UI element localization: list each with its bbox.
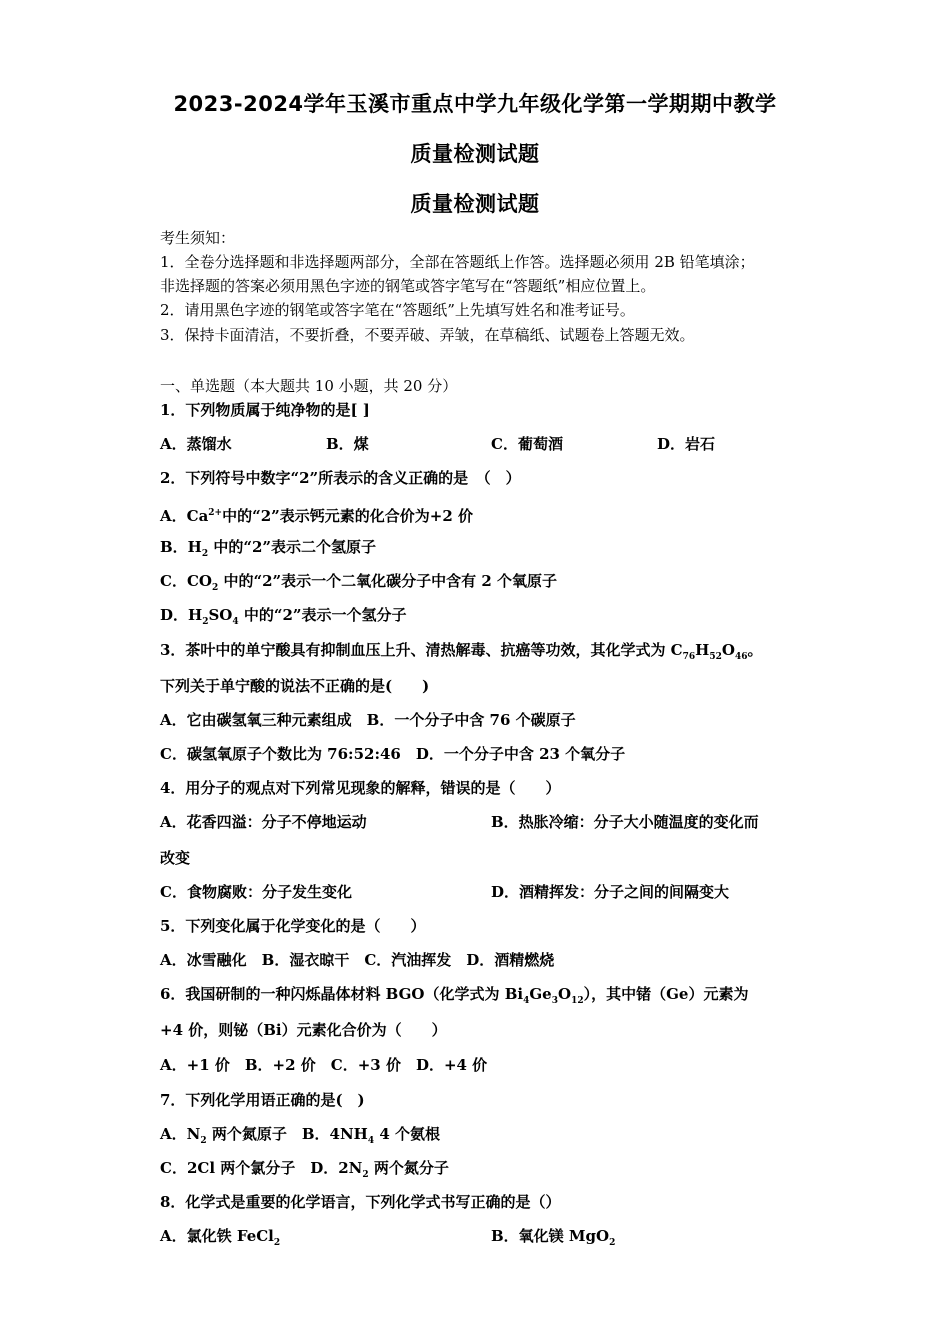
question-6-stem-cont: +4 价，则铋（Bi）元素化合价为（ ） xyxy=(160,1021,447,1039)
question-3-stem: 3．茶叶中的单宁酸具有抑制血压上升、清热解毒、抗癌等功效，其化学式为 $C_{76}H_{52}O_{46}$。 xyxy=(160,641,763,662)
option-d: D．酒精挥发：分子之间的间隔变大 xyxy=(491,883,730,901)
question-1-stem: 1．下列物质属于纯净物的是[ ] xyxy=(160,401,370,419)
notice-item-1: 1．全卷分选择题和非选择题两部分，全部在答题纸上作答。选择题必须用 2B 铅笔填涂； xyxy=(160,253,755,271)
notice-item-1-cont: 非选择题的答案必须用黑色字迹的钢笔或答字笔写在“答题纸”相应位置上。 xyxy=(160,277,656,295)
question-2-option-c: C．$CO_2$ 中的“2”表示一个二氧化碳分子中含有 2 个氧原子 xyxy=(160,572,558,593)
notice-item-3: 3．保持卡面清洁，不要折叠，不要弄破、弄皱，在草稿纸、试题卷上答题无效。 xyxy=(160,326,695,344)
question-7-options-cd: C．2Cl 两个氯分子 D．$2N_2$ 两个氮分子 xyxy=(160,1159,449,1180)
page-subtitle: 质量检测试题 xyxy=(410,142,540,166)
question-6-stem: 6．我国研制的一种闪烁晶体材料 BGO（化学式为 $Bi_4Ge_3O_{12}$），其中锗（Ge）元素为 xyxy=(160,985,749,1006)
question-2-option-b: B．$H_2$ 中的“2”表示二个氢原子 xyxy=(160,538,377,559)
notice-heading: 考生须知： xyxy=(160,229,236,247)
question-2-option-d: D．$H_2SO_4$ 中的“2”表示一个氢分子 xyxy=(160,606,407,627)
question-3-stem-cont: 下列关于单宁酸的说法不正确的是( ) xyxy=(160,677,430,695)
option-c: C．葡萄酒 xyxy=(491,435,563,453)
page-subtitle-repeat: 质量检测试题 xyxy=(410,192,540,216)
question-7-stem: 7．下列化学用语正确的是( ) xyxy=(160,1091,365,1109)
notice-item-2: 2．请用黑色字迹的钢笔或答字笔在“答题纸”上先填写姓名和准考证号。 xyxy=(160,301,635,319)
question-8-stem: 8．化学式是重要的化学语言，下列化学式书写正确的是（） xyxy=(160,1193,561,1211)
question-7-options-ab: A．$N_2$ 两个氮原子 B．$4NH_4$ 4 个氨根 xyxy=(160,1125,441,1146)
question-2-option-a: A．$Ca^{2+}$中的“2”表示钙元素的化合价为+2 价 xyxy=(160,507,474,525)
option-b: B．热胀冷缩：分子大小随温度的变化而 xyxy=(491,813,759,831)
option-a: A．花香四溢：分子不停地运动 xyxy=(160,813,367,831)
question-5-stem: 5．下列变化属于化学变化的是（ ） xyxy=(160,917,426,935)
question-5-options: A．冰雪融化 B．湿衣晾干 C．汽油挥发 D．酒精燃烧 xyxy=(160,951,555,969)
option-a: A．氯化铁 FeCl$_2$ xyxy=(160,1227,281,1248)
option-a: A．蒸馏水 xyxy=(160,435,232,453)
question-3-options-cd: C．碳氢氧原子个数比为 76:52:46 D．一个分子中含 23 个氧分子 xyxy=(160,745,626,763)
option-b: B．氧化镁 MgO$_2$ xyxy=(491,1227,616,1248)
question-3-options-ab: A．它由碳氢氧三种元素组成 B．一个分子中含 76 个碳原子 xyxy=(160,711,576,729)
question-4-option-b-cont: 改变 xyxy=(160,849,191,867)
question-6-options: A．+1 价 B．+2 价 C．+3 价 D．+4 价 xyxy=(160,1056,488,1074)
option-d: D．岩石 xyxy=(657,435,716,453)
section-heading: 一、单选题（本大题共 10 小题，共 20 分） xyxy=(160,377,458,395)
page-title: 2023-2024学年玉溪市重点中学九年级化学第一学期期中教学 xyxy=(173,92,777,116)
option-c: C．食物腐败：分子发生变化 xyxy=(160,883,352,901)
question-4-stem: 4．用分子的观点对下列常见现象的解释，错误的是（ ） xyxy=(160,779,561,797)
option-b: B．煤 xyxy=(326,435,369,453)
question-2-stem: 2．下列符号中数字“2”所表示的含义正确的是 （ ） xyxy=(160,469,521,487)
